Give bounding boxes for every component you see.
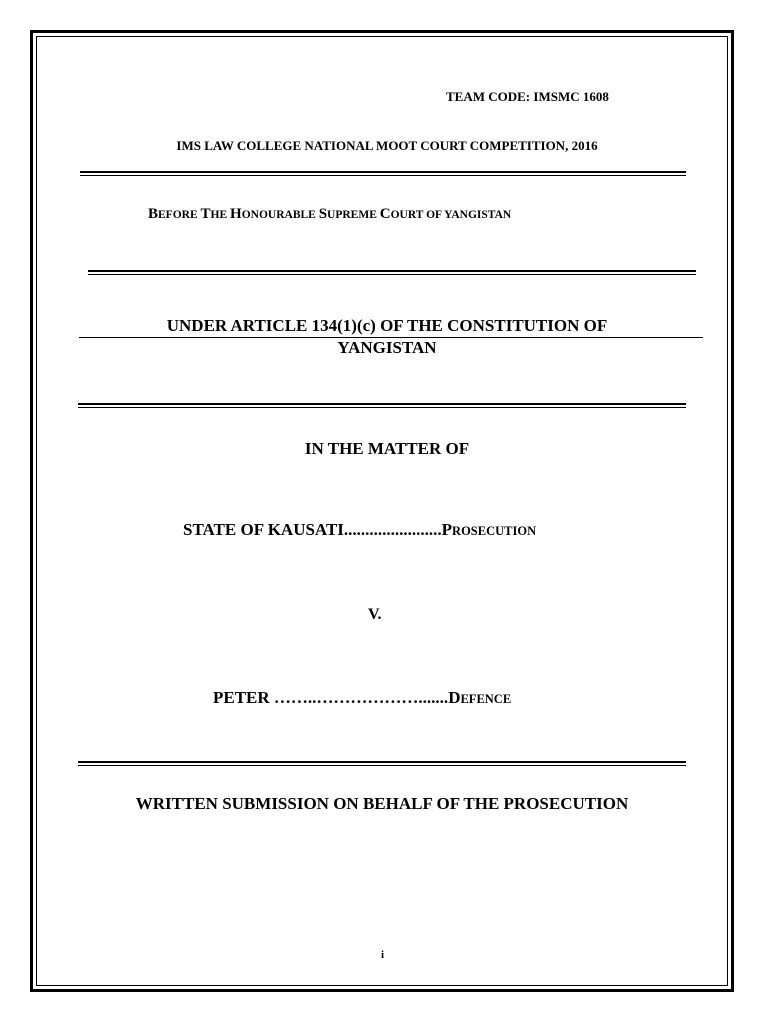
defence-name: PETER ……..………………....... <box>213 688 449 707</box>
court-word-court-cap: C <box>379 206 391 222</box>
court-word-before-cap: B <box>148 206 159 222</box>
page-number: i <box>381 949 385 961</box>
article-line-2: YANGISTAN <box>337 338 437 357</box>
competition-title: IMS LAW COLLEGE NATIONAL MOOT COURT COMPETITION, 2016 <box>176 138 598 153</box>
team-code: TEAM CODE: IMSMC 1608 <box>446 89 609 104</box>
defence-party <box>213 688 511 708</box>
divider-rule <box>78 403 686 408</box>
court-word-the-cap: T <box>200 206 211 222</box>
page-border-inner <box>36 36 728 986</box>
prosecution-role-rest: ROSECUTION <box>452 524 537 538</box>
matter-heading: IN THE MATTER OF <box>304 439 470 458</box>
prosecution-name: STATE OF KAUSATI....................... <box>183 520 442 539</box>
divider-rule <box>88 270 696 275</box>
court-word-honourable-rest: ONOURABLE <box>241 209 319 221</box>
court-word-supreme-rest: UPREME <box>327 209 380 221</box>
divider-rule <box>80 171 686 176</box>
article-underline <box>79 337 703 338</box>
divider-rule <box>78 761 686 766</box>
submission-title: WRITTEN SUBMISSION ON BEHALF OF THE PROSECUTION <box>135 794 629 813</box>
prosecution-party <box>183 520 536 540</box>
defence-role-rest: EFENCE <box>460 692 512 706</box>
defence-role-cap: D <box>448 688 461 707</box>
prosecution-role-cap: P <box>441 520 453 539</box>
court-word-the-rest: HE <box>210 209 231 221</box>
versus-label: V. <box>368 606 382 623</box>
court-word-supreme-cap: S <box>318 206 328 222</box>
court-word-honourable-cap: H <box>230 206 242 222</box>
court-word-court-rest: OURT OF YANGISTAN <box>390 209 512 221</box>
article-line-1: UNDER ARTICLE 134(1)(c) OF THE CONSTITUTION OF <box>166 316 608 335</box>
court-word-before-rest: EFORE <box>158 209 201 221</box>
court-heading <box>148 206 511 223</box>
